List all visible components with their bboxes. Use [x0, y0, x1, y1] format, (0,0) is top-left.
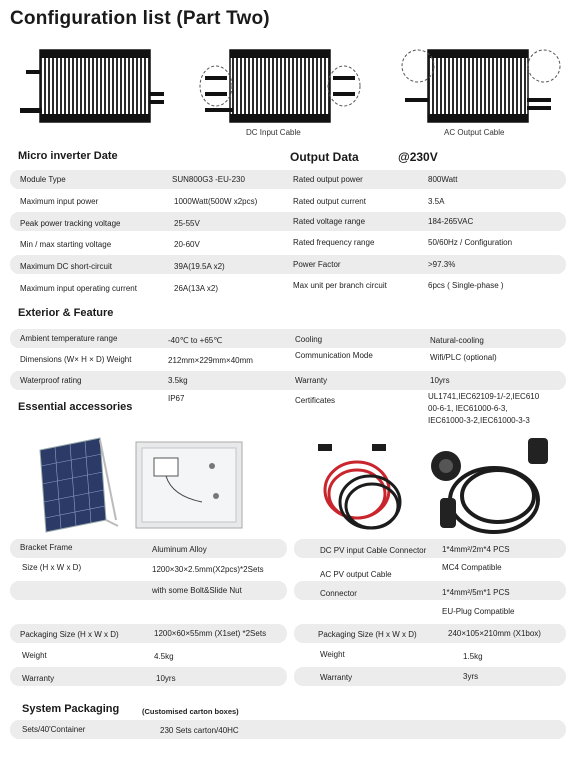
ac-cable-caption: AC Output Cable — [444, 128, 505, 137]
exterior-label: Warranty — [295, 376, 328, 385]
micro-label: Maximum DC short-circuit — [20, 262, 113, 271]
inverter-drawings — [0, 38, 574, 138]
exterior-value: Wifi/PLC (optional) — [430, 353, 497, 362]
bracket-warranty-label: Warranty — [22, 674, 55, 683]
bracket-pack-value: 1200×60×55mm (X1set) *2Sets — [154, 629, 267, 638]
micro-value: 39A(19.5A x2) — [174, 262, 225, 271]
micro-label: Peak power tracking voltage — [20, 219, 121, 228]
output-label: Power Factor — [293, 260, 341, 269]
micro-label: Module Type — [20, 175, 66, 184]
dc-cable-value: 1*4mm²/2m*4 PCS — [442, 545, 510, 554]
exterior-label: Cooling — [295, 335, 323, 344]
output-label: Rated output current — [293, 197, 366, 206]
bracket-material: Aluminum Alloy — [152, 545, 207, 554]
system-value: 230 Sets carton/40HC — [160, 726, 239, 735]
micro-value: 25-55V — [174, 219, 200, 228]
exterior-value: 3.5kg — [168, 376, 188, 385]
accessories-title: Essential accessories — [18, 401, 133, 413]
certificates-line: UL1741,IEC62109-1/-2,IEC610 — [428, 392, 540, 401]
connector-value: 1*4mm²/5m*1 PCS — [442, 588, 510, 597]
dc-cable-label: DC PV input Cable Connector — [320, 546, 427, 555]
output-value: 6pcs ( Single-phase ) — [428, 281, 504, 290]
bracket-weight-label: Weight — [22, 651, 47, 660]
micro-value: 20-60V — [174, 240, 200, 249]
table-row — [10, 170, 566, 189]
dc-cable-image — [312, 438, 412, 538]
cable-warranty-label: Warranty — [320, 673, 353, 682]
exterior-value: IP67 — [168, 394, 185, 403]
micro-label: Maximum input power — [20, 197, 99, 206]
exterior-title: Exterior & Feature — [18, 307, 114, 319]
output-value: 184-265VAC — [428, 217, 474, 226]
ac-cable-label: AC PV output Cable — [320, 570, 392, 579]
output-value: >97.3% — [428, 260, 456, 269]
inverter-2 — [200, 50, 360, 122]
output-label: Rated output power — [293, 175, 363, 184]
output-value: 800Watt — [428, 175, 458, 184]
system-label: Sets/40'Container — [22, 725, 86, 734]
exterior-label: Ambient temperature range — [20, 334, 118, 343]
inverter-illustrations — [0, 38, 574, 138]
table-row — [10, 581, 287, 600]
solar-panel-image — [30, 436, 120, 536]
micro-label: Min / max starting voltage — [20, 240, 112, 249]
table-row — [10, 371, 566, 390]
micro-label: Maximum input operating current — [20, 284, 137, 293]
micro-inverter-title: Micro inverter Date — [18, 150, 118, 162]
output-label: Rated voltage range — [293, 217, 366, 226]
bracket-warranty-value: 10yrs — [156, 674, 176, 683]
output-value: 3.5A — [428, 197, 445, 206]
micro-value: 1000Watt(500W x2pcs) — [174, 197, 258, 206]
bracket-pack-label: Packaging Size (H x W x D) — [20, 630, 119, 639]
exterior-value: 212mm×229mm×40mm — [168, 356, 253, 365]
exterior-label: Dimensions (W× H × D) Weight — [20, 355, 132, 364]
bracket-weight-value: 4.5kg — [154, 652, 174, 661]
cable-weight-value: 1.5kg — [463, 652, 483, 661]
bracket-size-value: 1200×30×2.5mm(X2pcs)*2Sets — [152, 565, 264, 574]
output-data-title: Output Data — [290, 150, 359, 164]
connector-label: Connector — [320, 589, 357, 598]
output-value: 50/60Hz / Configuration — [428, 238, 513, 247]
cable-pack-label: Packaging Size (H x W x D) — [318, 630, 417, 639]
exterior-value: -40℃ to +65℃ — [168, 336, 223, 345]
page-title: Configuration list (Part Two) — [10, 8, 270, 29]
cable-weight-label: Weight — [320, 650, 345, 659]
certificates-line: IEC61000-3-2,IEC61000-3-3 — [428, 416, 530, 425]
dc-cable-caption: DC Input Cable — [246, 128, 301, 137]
bracket-label: Bracket Frame — [20, 543, 73, 552]
eu-plug-compatible: EU-Plug Compatible — [442, 607, 515, 616]
inverter-1 — [20, 50, 164, 122]
exterior-label: Waterproof rating — [20, 376, 82, 385]
exterior-value: Natural-cooling — [430, 336, 484, 345]
micro-value: SUN800G3 -EU-230 — [172, 175, 245, 184]
mc4-compatible: MC4 Compatible — [442, 563, 502, 572]
exterior-value: 10yrs — [430, 376, 450, 385]
output-label: Rated frequency range — [293, 238, 375, 247]
table-row — [10, 720, 566, 739]
bracket-extra: with some Bolt&Slide Nut — [152, 586, 242, 595]
output-voltage: @230V — [398, 150, 438, 164]
ac-cable-image — [416, 434, 556, 538]
exterior-label: Communication Mode — [295, 351, 373, 360]
cable-pack-value: 240×105×210mm (X1box) — [448, 629, 541, 638]
system-packaging-note: (Customised carton boxes) — [142, 707, 239, 716]
exterior-label: Certificates — [295, 396, 336, 405]
bracket-size-label: Size (H x W x D) — [22, 563, 82, 572]
inverter-3 — [402, 50, 560, 122]
bracket-frame-image — [132, 436, 246, 534]
certificates-line: 00-6-1, IEC61000-6-3, — [428, 404, 508, 413]
output-label: Max unit per branch circuit — [293, 281, 387, 290]
micro-value: 26A(13A x2) — [174, 284, 219, 293]
system-packaging-title: System Packaging — [22, 703, 120, 715]
cable-warranty-value: 3yrs — [463, 672, 479, 681]
